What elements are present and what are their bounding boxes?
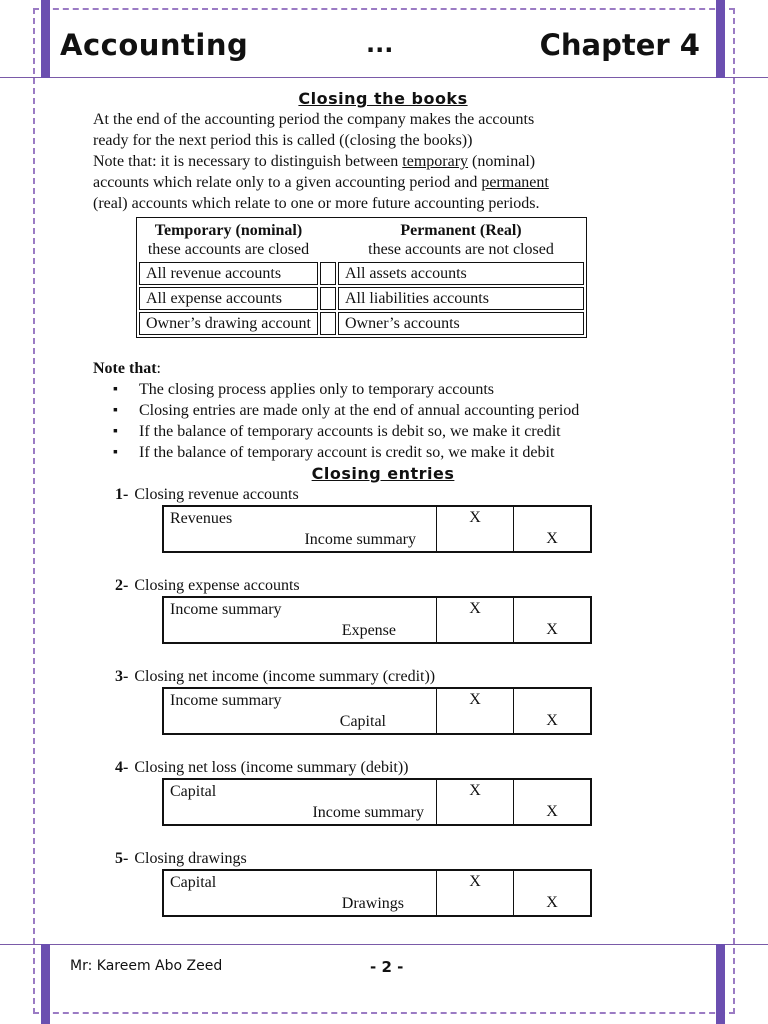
permanent-column-header xyxy=(338,220,584,260)
list-item: ▪ The closing process applies only to temporary accounts xyxy=(113,379,693,400)
debit-mark: X xyxy=(469,600,481,617)
debit-column xyxy=(437,597,514,643)
table-header-row xyxy=(139,220,584,260)
section-title-closing-entries: Closing entries xyxy=(311,464,455,483)
intro-paragraph xyxy=(93,109,693,214)
debit-mark: X xyxy=(469,691,481,708)
subject-title: Accounting xyxy=(60,28,249,62)
page-number: - 2 - xyxy=(370,958,404,976)
intro-line-2: ready for the next period this is called ((closing the books)) xyxy=(93,132,473,149)
credit-mark: X xyxy=(546,712,558,729)
note-part-c: accounts which relate only to a given accounting period and xyxy=(93,174,482,191)
credit-mark: X xyxy=(546,621,558,638)
credit-account: Drawings xyxy=(341,895,404,912)
debit-mark: X xyxy=(469,509,481,526)
table-row xyxy=(139,287,584,310)
entry-accounts xyxy=(163,506,437,552)
journal-entry xyxy=(162,505,592,553)
debit-account: Capital xyxy=(170,783,217,800)
temporary-permanent-table xyxy=(136,217,587,338)
entry-heading xyxy=(115,666,693,687)
note-part-d: (real) accounts which relate to one or more future accounting periods. xyxy=(93,195,540,212)
debit-account: Income summary xyxy=(170,692,282,709)
gap-cell xyxy=(320,262,336,285)
temporary-cell: All revenue accounts xyxy=(139,262,318,285)
debit-account: Income summary xyxy=(170,601,282,618)
section-title-closing-books: Closing the books xyxy=(298,89,468,108)
note-part-b: (nominal) xyxy=(468,153,536,170)
chapter-title: Chapter 4 xyxy=(539,28,700,62)
credit-mark: X xyxy=(546,803,558,820)
journal-entry xyxy=(162,687,592,735)
credit-account: Income summary xyxy=(304,531,416,548)
permanent-header-title: Permanent (Real) xyxy=(400,222,522,239)
intro-line-1: At the end of the accounting period the company makes the accounts xyxy=(93,111,535,128)
entry-accounts xyxy=(163,597,437,643)
debit-column xyxy=(437,779,514,825)
entry-heading xyxy=(115,848,693,869)
list-item: ▪ If the balance of temporary accounts is debit so, we make it credit xyxy=(113,421,693,442)
entry-title: Closing revenue accounts xyxy=(134,486,299,503)
debit-column xyxy=(437,506,514,552)
notes-list xyxy=(93,379,693,463)
debit-account: Capital xyxy=(170,874,217,891)
footer-bar-left xyxy=(41,944,50,1024)
gap-header xyxy=(320,220,336,260)
entry-number: 4- xyxy=(115,759,129,776)
temporary-word: temporary xyxy=(402,153,469,170)
entry-title: Closing drawings xyxy=(134,850,247,867)
entry-accounts xyxy=(163,688,437,734)
permanent-cell: All liabilities accounts xyxy=(338,287,584,310)
debit-column xyxy=(437,870,514,916)
permanent-cell: All assets accounts xyxy=(338,262,584,285)
header-rule xyxy=(0,77,768,78)
notes-block xyxy=(93,358,693,463)
temporary-header-sub: these accounts are closed xyxy=(147,241,310,258)
entry-heading xyxy=(115,757,693,778)
temporary-cell: Owner’s drawing account xyxy=(139,312,318,335)
credit-mark: X xyxy=(546,894,558,911)
list-item: ▪ Closing entries are made only at the end of annual accounting period xyxy=(113,400,619,421)
entry-number: 5- xyxy=(115,850,129,867)
entry-accounts xyxy=(163,870,437,916)
entry-heading xyxy=(115,484,693,505)
debit-account: Revenues xyxy=(170,510,233,527)
credit-column xyxy=(514,870,592,916)
entry-number: 2- xyxy=(115,577,129,594)
journal-entry xyxy=(162,869,592,917)
credit-column xyxy=(514,688,592,734)
author-name: Mr: Kareem Abo Zeed xyxy=(70,958,223,974)
debit-mark: X xyxy=(469,873,481,890)
permanent-cell: Owner’s accounts xyxy=(338,312,584,335)
entry-number: 3- xyxy=(115,668,129,685)
credit-mark: X xyxy=(546,530,558,547)
temporary-column-header xyxy=(139,220,318,260)
credit-column xyxy=(514,506,592,552)
permanent-header-sub: these accounts are not closed xyxy=(368,241,554,258)
credit-account: Expense xyxy=(341,622,396,639)
credit-column xyxy=(514,597,592,643)
entry-title: Closing net loss (income summary (debit)) xyxy=(134,759,409,776)
entry-title: Closing expense accounts xyxy=(134,577,300,594)
notes-label: Note that xyxy=(93,360,157,377)
entry-accounts xyxy=(163,779,437,825)
entry-title: Closing net income (income summary (credit)) xyxy=(134,668,436,685)
entry-heading xyxy=(115,575,693,596)
list-item: ▪ If the balance of temporary account is credit so, we make it debit xyxy=(113,442,693,463)
debit-column xyxy=(437,688,514,734)
table-row xyxy=(139,262,584,285)
credit-account: Capital xyxy=(339,713,386,730)
journal-entry xyxy=(162,778,592,826)
temporary-header-title: Temporary (nominal) xyxy=(154,222,303,239)
footer-rule xyxy=(0,944,768,945)
note-part-a: Note that: it is necessary to distinguish between xyxy=(93,153,403,170)
header-ellipsis: ... xyxy=(366,30,394,58)
notes-label-line xyxy=(93,358,693,379)
table-row xyxy=(139,312,584,335)
gap-cell xyxy=(320,312,336,335)
debit-mark: X xyxy=(469,782,481,799)
page-header xyxy=(0,28,768,68)
entry-number: 1- xyxy=(115,486,129,503)
footer-bar-right xyxy=(716,944,725,1024)
notes-colon: : xyxy=(156,360,161,377)
gap-cell xyxy=(320,287,336,310)
permanent-word: permanent xyxy=(481,174,549,191)
temporary-cell: All expense accounts xyxy=(139,287,318,310)
journal-entry xyxy=(162,596,592,644)
credit-account: Income summary xyxy=(312,804,424,821)
credit-column xyxy=(514,779,592,825)
page-content xyxy=(93,88,693,917)
